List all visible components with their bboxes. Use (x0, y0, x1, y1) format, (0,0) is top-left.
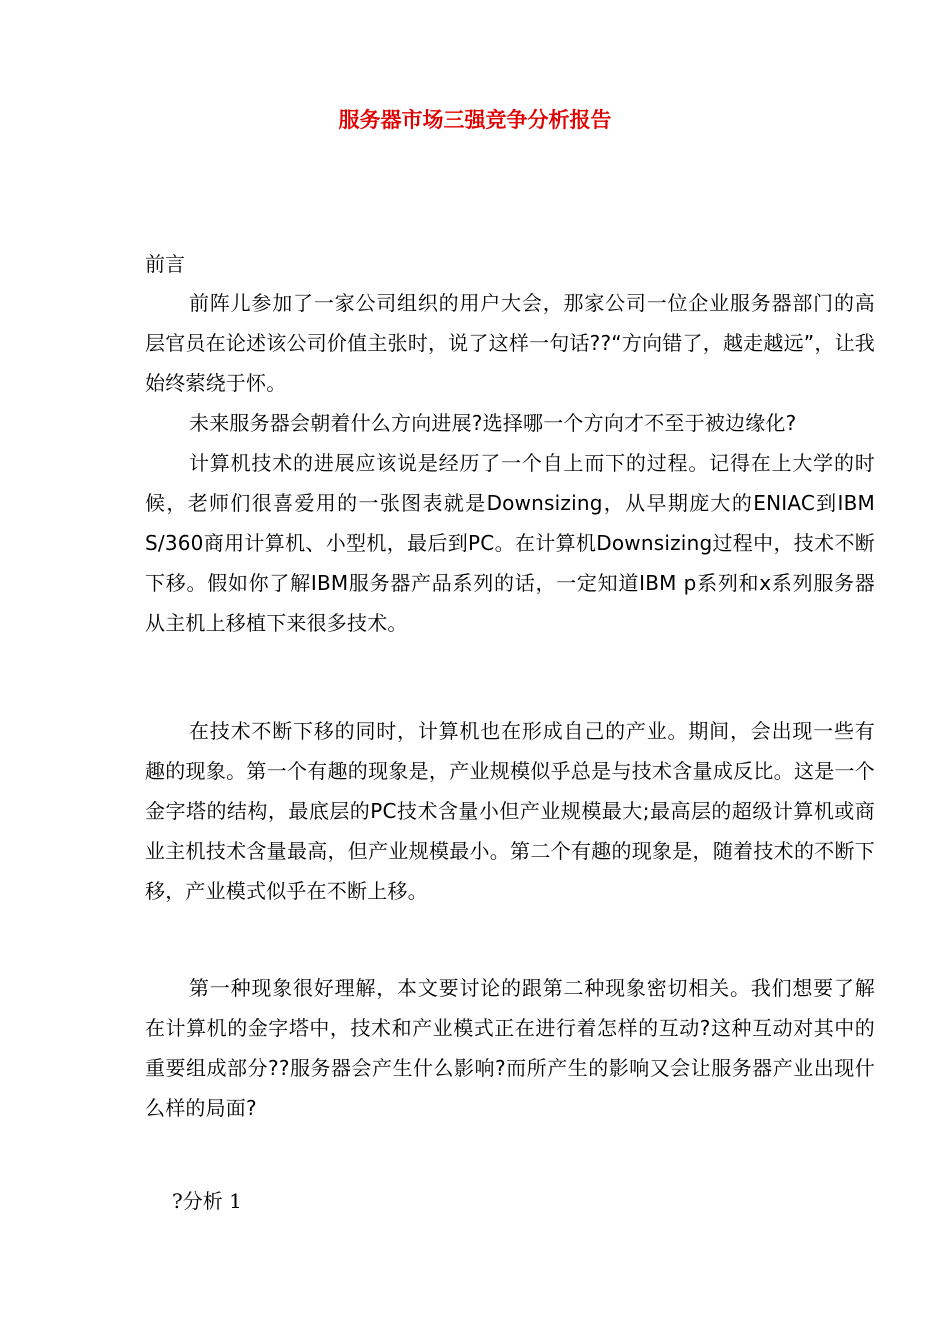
paragraph-2: 未来服务器会朝着什么方向进展?选择哪一个方向才不至于被边缘化? (189, 411, 797, 435)
document-title: 服务器市场三强竞争分析报告 (338, 107, 612, 132)
preface-heading: 前言 (145, 252, 185, 276)
paragraph-group-1 (145, 283, 875, 643)
paragraph-4: 在技术不断下移的同时，计算机也在形成自己的产业。期间，会出现一些有趣的现象。第一个有趣的现象是，产业规模似乎总是与技术含量成反比。这是一个金字塔的结构，最底层的PC技术含量小但产业规模最大;最高层的超级计算机或商业主机技术含量最高，但产业规模最小。第二个有趣的现象是，随着技术的不断下移，产业模式似乎在不断上移。 (145, 719, 875, 903)
analysis-heading: ?分析 1 (172, 1189, 242, 1213)
paragraph-group-3 (145, 968, 875, 1128)
paragraph-1: 前阵儿参加了一家公司组织的用户大会，那家公司一位企业服务器部门的高层官员在论述该公司价值主张时，说了这样一句话??“方向错了，越走越远”，让我始终萦绕于怀。 (145, 291, 875, 395)
paragraph-3: 计算机技术的进展应该说是经历了一个自上而下的过程。记得在上大学的时候，老师们很喜爱用的一张图表就是Downsizing，从早期庞大的ENIAC到IBM S/360商用计算机、小型机，最后到PC。在计算机Downsizing过程中，技术不断下移。假如你了解IBM服务器产品系列的话，一定知道IBM p系列和x系列服务器从主机上移植下来很多技术。 (145, 451, 875, 635)
paragraph-5: 第一种现象很好理解，本文要讨论的跟第二种现象密切相关。我们想要了解在计算机的金字塔中，技术和产业模式正在进行着怎样的互动?这种互动对其中的重要组成部分??服务器会产生什么影响?而所产生的影响又会让服务器产业出现什么样的局面? (145, 976, 875, 1120)
paragraph-group-2 (145, 711, 875, 911)
